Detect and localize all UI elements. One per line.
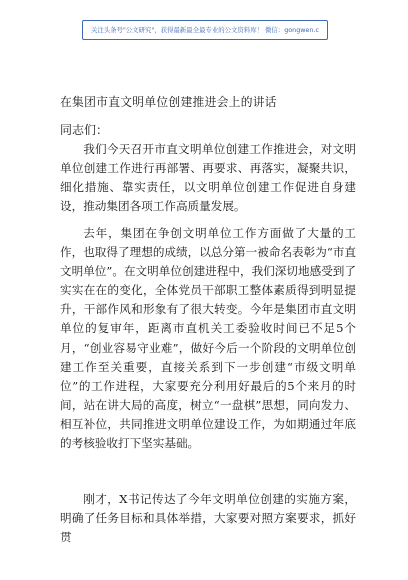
promo-banner	[82, 20, 328, 40]
salutation: 同志们：	[60, 123, 109, 137]
paragraph-2: 去年，集团在争创文明单位工作方面做了大量的工作，也取得了理想的成绩，以总分第一被命名表彰为“市直文明单位”。在文明单位创建进程中，我们深切地感受到了实实在在的变化，全体党员干部职工整体素质得到明显提升，干部作风和形象有了很大转变。今年是集团市直文明单位的复审年，距离市直机关工委验收时间已不足5个月，“创业容易守业难”，做好今后一个阶段的文明单位创建工作至关重要，直接关系到下一步创建“市级文明单位”的工作进程，大家要充分利用好最后的5个来月的时间，站在讲大局的高度，树立“一盘棋”思想，同向发力、相互补位，共同推进文明单位建设工作，为如期通过年底的考核验收打下坚实基础。	[60, 226, 356, 451]
paragraph-1: 我们今天召开市直文明单位创建工作推进会，对文明单位创建工作进行再部署、再要求、再落实，凝聚共识，细化措施、靠实责任，以文明单位创建工作促进自身建设，推动集团各项工作高质量发展。	[60, 142, 356, 214]
paragraph-3: 刚才，X书记传达了今年文明单位创建的实施方案，明确了任务目标和具体举措，大家要对照方案要求，抓好贯	[60, 492, 356, 545]
promo-banner-text: 关注头条号"公文研究"，获得最新最全最专业的公文资料库！ 微信：gongwen.c	[90, 26, 320, 34]
document-title: 在集团市直文明单位创建推进会上的讲话	[60, 95, 277, 109]
